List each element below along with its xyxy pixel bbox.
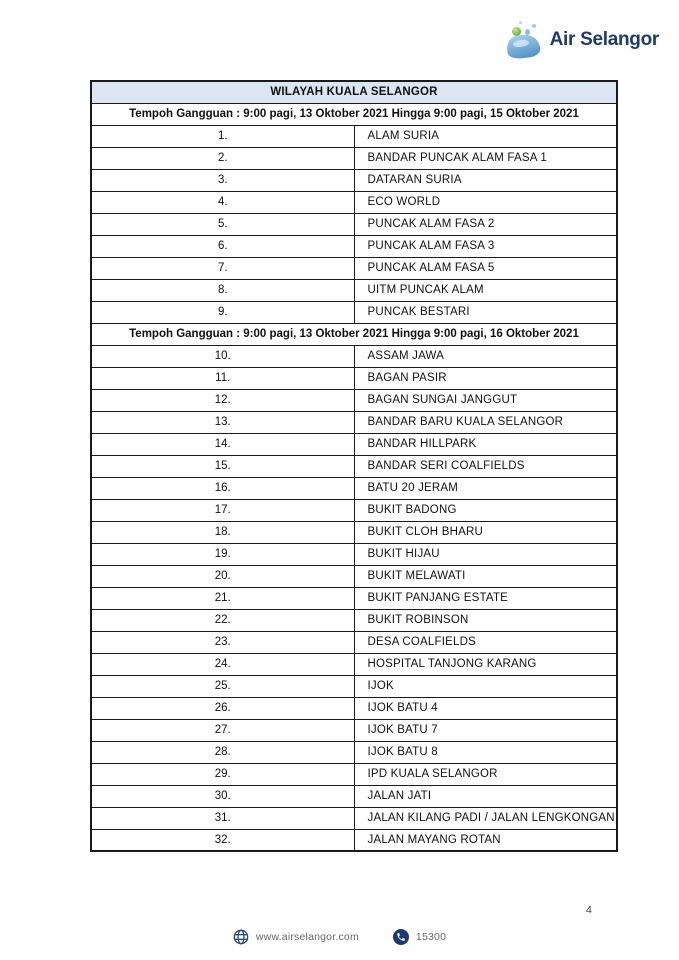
table-row — [91, 279, 617, 301]
area-name: BAGAN SUNGAI JANGGUT — [354, 389, 617, 411]
area-name: JALAN KILANG PADI / JALAN LENGKONGAN — [354, 807, 617, 829]
row-number: 31. — [91, 807, 354, 829]
table-row — [91, 125, 617, 147]
area-name: BANDAR BARU KUALA SELANGOR — [354, 411, 617, 433]
table-row — [91, 521, 617, 543]
water-droplet-icon — [505, 20, 543, 60]
table-row — [91, 477, 617, 499]
page-footer — [0, 929, 679, 945]
table-row — [91, 807, 617, 829]
area-name: DESA COALFIELDS — [354, 631, 617, 653]
row-number: 23. — [91, 631, 354, 653]
row-number: 28. — [91, 741, 354, 763]
area-name: PUNCAK ALAM FASA 2 — [354, 213, 617, 235]
row-number: 12. — [91, 389, 354, 411]
area-name: JALAN MAYANG ROTAN — [354, 829, 617, 851]
table-row — [91, 169, 617, 191]
table-row — [91, 411, 617, 433]
table-row — [91, 433, 617, 455]
table-row — [91, 257, 617, 279]
table-row — [91, 345, 617, 367]
area-name: BUKIT PANJANG ESTATE — [354, 587, 617, 609]
row-number: 27. — [91, 719, 354, 741]
row-number: 13. — [91, 411, 354, 433]
table-row — [91, 719, 617, 741]
table-row — [91, 653, 617, 675]
area-name: BUKIT MELAWATI — [354, 565, 617, 587]
row-number: 20. — [91, 565, 354, 587]
area-name: HOSPITAL TANJONG KARANG — [354, 653, 617, 675]
tiny-droplet-icon — [532, 24, 536, 28]
row-number: 1. — [91, 125, 354, 147]
brand-header — [505, 20, 659, 60]
area-name: BANDAR HILLPARK — [354, 433, 617, 455]
area-name: PUNCAK BESTARI — [354, 301, 617, 323]
row-number: 7. — [91, 257, 354, 279]
row-number: 2. — [91, 147, 354, 169]
row-number: 25. — [91, 675, 354, 697]
area-name: IJOK BATU 4 — [354, 697, 617, 719]
table-row — [91, 763, 617, 785]
area-name: BANDAR SERI COALFIELDS — [354, 455, 617, 477]
section-header: Tempoh Gangguan : 9:00 pagi, 13 Oktober 2021 Hingga 9:00 pagi, 16 Oktober 2021 — [91, 323, 617, 345]
area-name: ASSAM JAWA — [354, 345, 617, 367]
row-number: 6. — [91, 235, 354, 257]
area-name: BUKIT CLOH BHARU — [354, 521, 617, 543]
brand-name: Air Selangor — [549, 29, 659, 50]
row-number: 11. — [91, 367, 354, 389]
table-row — [91, 455, 617, 477]
phone-number: 15300 — [415, 931, 447, 943]
table-row — [91, 829, 617, 851]
area-name: BUKIT ROBINSON — [354, 609, 617, 631]
row-number: 4. — [91, 191, 354, 213]
globe-icon — [233, 929, 249, 945]
row-number: 21. — [91, 587, 354, 609]
area-name: BATU 20 JERAM — [354, 477, 617, 499]
table-title: WILAYAH KUALA SELANGOR — [91, 81, 617, 103]
page-number: 4 — [586, 904, 592, 916]
row-number: 29. — [91, 763, 354, 785]
table-row — [91, 675, 617, 697]
table-row — [91, 741, 617, 763]
row-number: 3. — [91, 169, 354, 191]
row-number: 22. — [91, 609, 354, 631]
area-name: IPD KUALA SELANGOR — [354, 763, 617, 785]
table-row — [91, 785, 617, 807]
row-number: 8. — [91, 279, 354, 301]
table-row — [91, 367, 617, 389]
row-number: 5. — [91, 213, 354, 235]
disruption-area-table — [90, 80, 618, 852]
table-row — [91, 235, 617, 257]
section-header-row — [91, 323, 617, 345]
area-name: ALAM SURIA — [354, 125, 617, 147]
area-name: BUKIT HIJAU — [354, 543, 617, 565]
table-row — [91, 301, 617, 323]
area-name: ECO WORLD — [354, 191, 617, 213]
area-name: DATARAN SURIA — [354, 169, 617, 191]
table-row — [91, 609, 617, 631]
table-row — [91, 213, 617, 235]
section-header-row — [91, 103, 617, 125]
table-row — [91, 543, 617, 565]
row-number: 14. — [91, 433, 354, 455]
area-name: JALAN JATI — [354, 785, 617, 807]
table-row — [91, 565, 617, 587]
area-name: UITM PUNCAK ALAM — [354, 279, 617, 301]
row-number: 16. — [91, 477, 354, 499]
table-row — [91, 631, 617, 653]
row-number: 17. — [91, 499, 354, 521]
area-name: BAGAN PASIR — [354, 367, 617, 389]
row-number: 9. — [91, 301, 354, 323]
table-row — [91, 587, 617, 609]
area-name: PUNCAK ALAM FASA 5 — [354, 257, 617, 279]
area-name: IJOK BATU 8 — [354, 741, 617, 763]
tiny-droplet-icon — [519, 21, 522, 24]
area-name: PUNCAK ALAM FASA 3 — [354, 235, 617, 257]
row-number: 19. — [91, 543, 354, 565]
table-row — [91, 499, 617, 521]
table-row — [91, 697, 617, 719]
area-name: BUKIT BADONG — [354, 499, 617, 521]
table-body — [91, 81, 617, 851]
area-name: IJOK BATU 7 — [354, 719, 617, 741]
table-title-row — [91, 81, 617, 103]
row-number: 26. — [91, 697, 354, 719]
website-item — [233, 929, 359, 945]
table-row — [91, 389, 617, 411]
row-number: 32. — [91, 829, 354, 851]
website-url: www.airselangor.com — [255, 931, 359, 943]
section-header: Tempoh Gangguan : 9:00 pagi, 13 Oktober 2021 Hingga 9:00 pagi, 15 Oktober 2021 — [91, 103, 617, 125]
table-row — [91, 191, 617, 213]
area-name: BANDAR PUNCAK ALAM FASA 1 — [354, 147, 617, 169]
row-number: 15. — [91, 455, 354, 477]
phone-icon — [393, 929, 409, 945]
row-number: 18. — [91, 521, 354, 543]
row-number: 30. — [91, 785, 354, 807]
area-name: IJOK — [354, 675, 617, 697]
table-row — [91, 147, 617, 169]
row-number: 24. — [91, 653, 354, 675]
row-number: 10. — [91, 345, 354, 367]
phone-item — [393, 929, 446, 945]
